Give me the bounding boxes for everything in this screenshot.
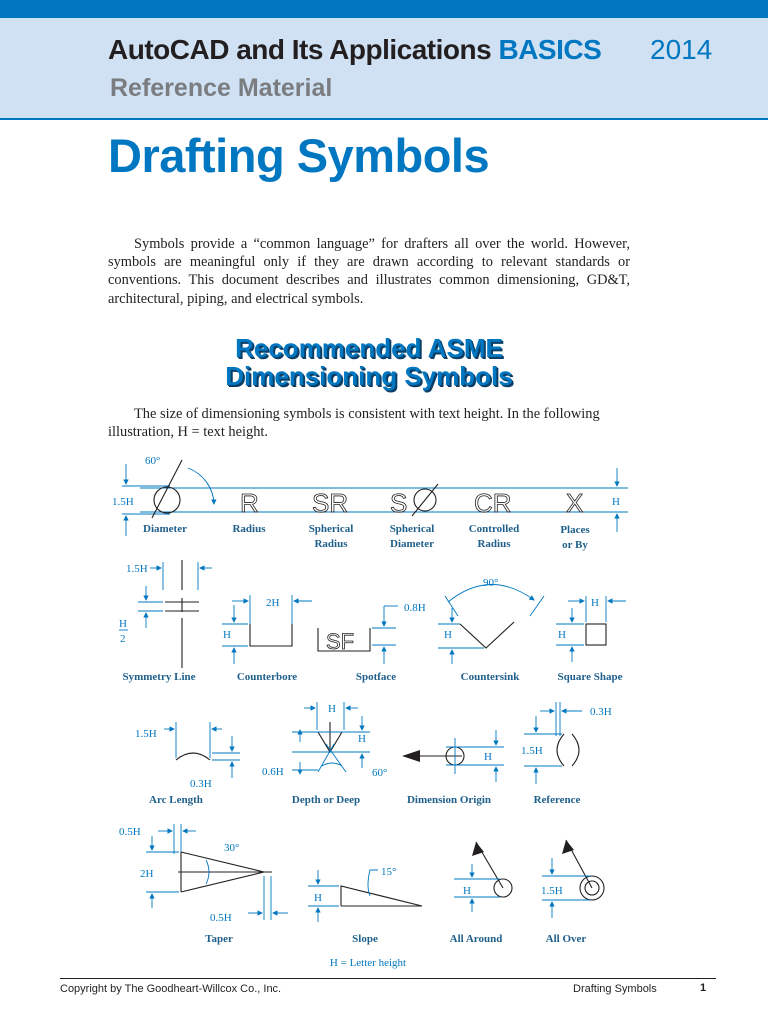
square-width-dim: H (591, 597, 599, 609)
top-color-bar (0, 0, 768, 18)
diameter-glyph (152, 460, 182, 518)
arc-length-width-dim: 1.5H (135, 728, 157, 740)
reference-symbol (521, 702, 612, 806)
label-spherical-radius-1: Spherical (308, 523, 354, 535)
intro-paragraph: Symbols provide a “common language” for drafters all over the world. However, symbols are meaningful only if they are drawn according to relevant standards or conventions. This document describes and illustrates common dimensioning, GD&T, architectural, piping, and electrical symbols. (108, 236, 630, 307)
book-title (108, 34, 601, 66)
label-spherical-diameter-1: Spherical (389, 523, 435, 535)
depth-height-dim: H (358, 733, 366, 745)
spherical-radius-glyph: SR (312, 488, 349, 518)
footer-copyright: Copyright by The Goodheart-Willcox Co., Inc. (60, 983, 282, 995)
label-controlled-radius-1: Controlled (468, 523, 520, 535)
slope-symbol (308, 866, 422, 945)
countersink-symbol (438, 577, 544, 683)
slope-triangle (341, 886, 422, 906)
square-glyph (586, 624, 606, 645)
header-band (0, 18, 768, 118)
diameter-slash (152, 460, 182, 518)
reference-gap-dim: 0.3H (590, 706, 612, 718)
controlled-radius-glyph: CR (474, 488, 512, 518)
section-title-line-2: Dimensioning Symbols (225, 361, 513, 391)
page-number: 1 (700, 982, 707, 994)
depth-angle-dim: 60° (372, 767, 388, 779)
dimension-origin-symbol (402, 730, 504, 806)
symmetry-half-dim-den: 2 (120, 633, 126, 645)
counterbore-width-dim: 2H (266, 597, 280, 609)
counterbore-height-dim: H (223, 629, 231, 641)
square-shape-symbol (556, 596, 626, 683)
label-depth: Depth or Deep (291, 794, 361, 806)
section-title-line-1: Recommended ASME (235, 333, 503, 363)
label-places-1: Places (560, 524, 590, 536)
book-title-main: AutoCAD and Its Applications (108, 34, 492, 65)
reference-height-dim: 1.5H (521, 745, 543, 757)
header-rule (0, 118, 768, 120)
symmetry-half-dim-num: H (119, 618, 127, 630)
slope-angle-dim: 15° (381, 866, 397, 878)
label-diameter: Diameter (143, 523, 187, 535)
label-spotface: Spotface (355, 671, 397, 683)
label-symmetry-line: Symmetry Line (122, 671, 196, 683)
square-height-dim: H (558, 629, 566, 641)
row-4-symbols (119, 824, 604, 945)
dimensioning-symbols-diagram (0, 440, 768, 980)
footer-section: Drafting Symbols (573, 983, 657, 995)
label-places-2: or By (562, 539, 588, 551)
reference-paren-left (557, 734, 564, 766)
depth-angle-arc (322, 763, 342, 766)
label-all-around: All Around (449, 933, 503, 945)
section-title (108, 334, 630, 390)
label-arc-length: Arc Length (149, 794, 203, 806)
row-1-symbols (112, 455, 628, 551)
page-title: Drafting Symbols (108, 129, 490, 182)
label-counterbore: Counterbore (236, 671, 298, 683)
label-all-over: All Over (545, 933, 587, 945)
reference-paren-right (572, 734, 579, 766)
label-square-shape: Square Shape (557, 671, 623, 683)
row-2-symbols (119, 560, 626, 683)
arc-length-glyph (176, 753, 210, 760)
symmetry-line-symbol (119, 560, 212, 683)
spotface-symbol (318, 602, 426, 683)
label-countersink: Countersink (460, 671, 520, 683)
counterbore-symbol (222, 595, 312, 683)
row-3-symbols (135, 702, 612, 806)
spotface-glyph: SF (326, 629, 355, 654)
depth-low-dim: 0.6H (262, 766, 284, 778)
book-title-accent: BASICS (498, 34, 602, 65)
diameter-angle-arc (188, 468, 214, 504)
spotface-dim: 0.8H (404, 602, 426, 614)
places-glyph: X (566, 488, 584, 518)
arc-length-symbol (135, 722, 240, 806)
row1-text-height-dim: H (612, 496, 620, 508)
label-dimension-origin: Dimension Origin (406, 794, 492, 806)
radius-glyph: R (240, 488, 259, 518)
taper-angle-dim: 30° (224, 842, 240, 854)
diameter-circle (154, 487, 180, 513)
arc-length-height-dim: 0.3H (190, 778, 212, 790)
depth-angle-line-left (318, 744, 334, 772)
label-slope: Slope (352, 933, 378, 945)
depth-width-dim: H (328, 703, 336, 715)
diameter-angle-dim: 60° (145, 455, 161, 467)
taper-bottom-dim: 0.5H (210, 912, 232, 924)
taper-height-dim: 2H (140, 868, 154, 880)
spherical-diameter-glyph: S (390, 488, 408, 518)
depth-angle-line-right (326, 744, 346, 772)
footer-rule (60, 978, 716, 979)
countersink-height-dim: H (444, 629, 452, 641)
size-note-paragraph: The size of dimensioning symbols is consistent with text height. In the following illustration, H = text height. (108, 406, 600, 441)
all-around-arrowhead (472, 842, 484, 856)
all-around-symbol (450, 842, 512, 945)
countersink-angle-dim: 90° (483, 577, 499, 589)
label-reference: Reference (533, 794, 581, 806)
letter-height-legend: H = Letter height (329, 957, 407, 969)
symmetry-width-dim: 1.5H (126, 563, 148, 575)
label-spherical-radius-2: Radius (314, 538, 348, 550)
origin-height-dim: H (484, 751, 492, 763)
label-radius: Radius (232, 523, 266, 535)
slope-angle-arc (368, 870, 378, 896)
countersink-v (460, 622, 514, 648)
row1-height-dim: 1.5H (112, 496, 134, 508)
taper-top-dim: 0.5H (119, 826, 141, 838)
depth-symbol (262, 702, 387, 806)
all-over-height-dim: 1.5H (541, 885, 563, 897)
counterbore-shape (250, 624, 292, 646)
spherical-diameter-circle (412, 484, 438, 516)
all-around-height-dim: H (463, 885, 471, 897)
label-taper: Taper (205, 933, 233, 945)
all-over-symbol (541, 840, 604, 945)
origin-arrowhead (402, 750, 420, 762)
taper-symbol (119, 824, 288, 945)
label-spherical-diameter-2: Diameter (390, 538, 434, 550)
label-controlled-radius-2: Radius (477, 538, 511, 550)
edition-year: 2014 (650, 34, 713, 65)
header-subtitle: Reference Material (110, 74, 333, 102)
slope-height-dim: H (314, 892, 322, 904)
